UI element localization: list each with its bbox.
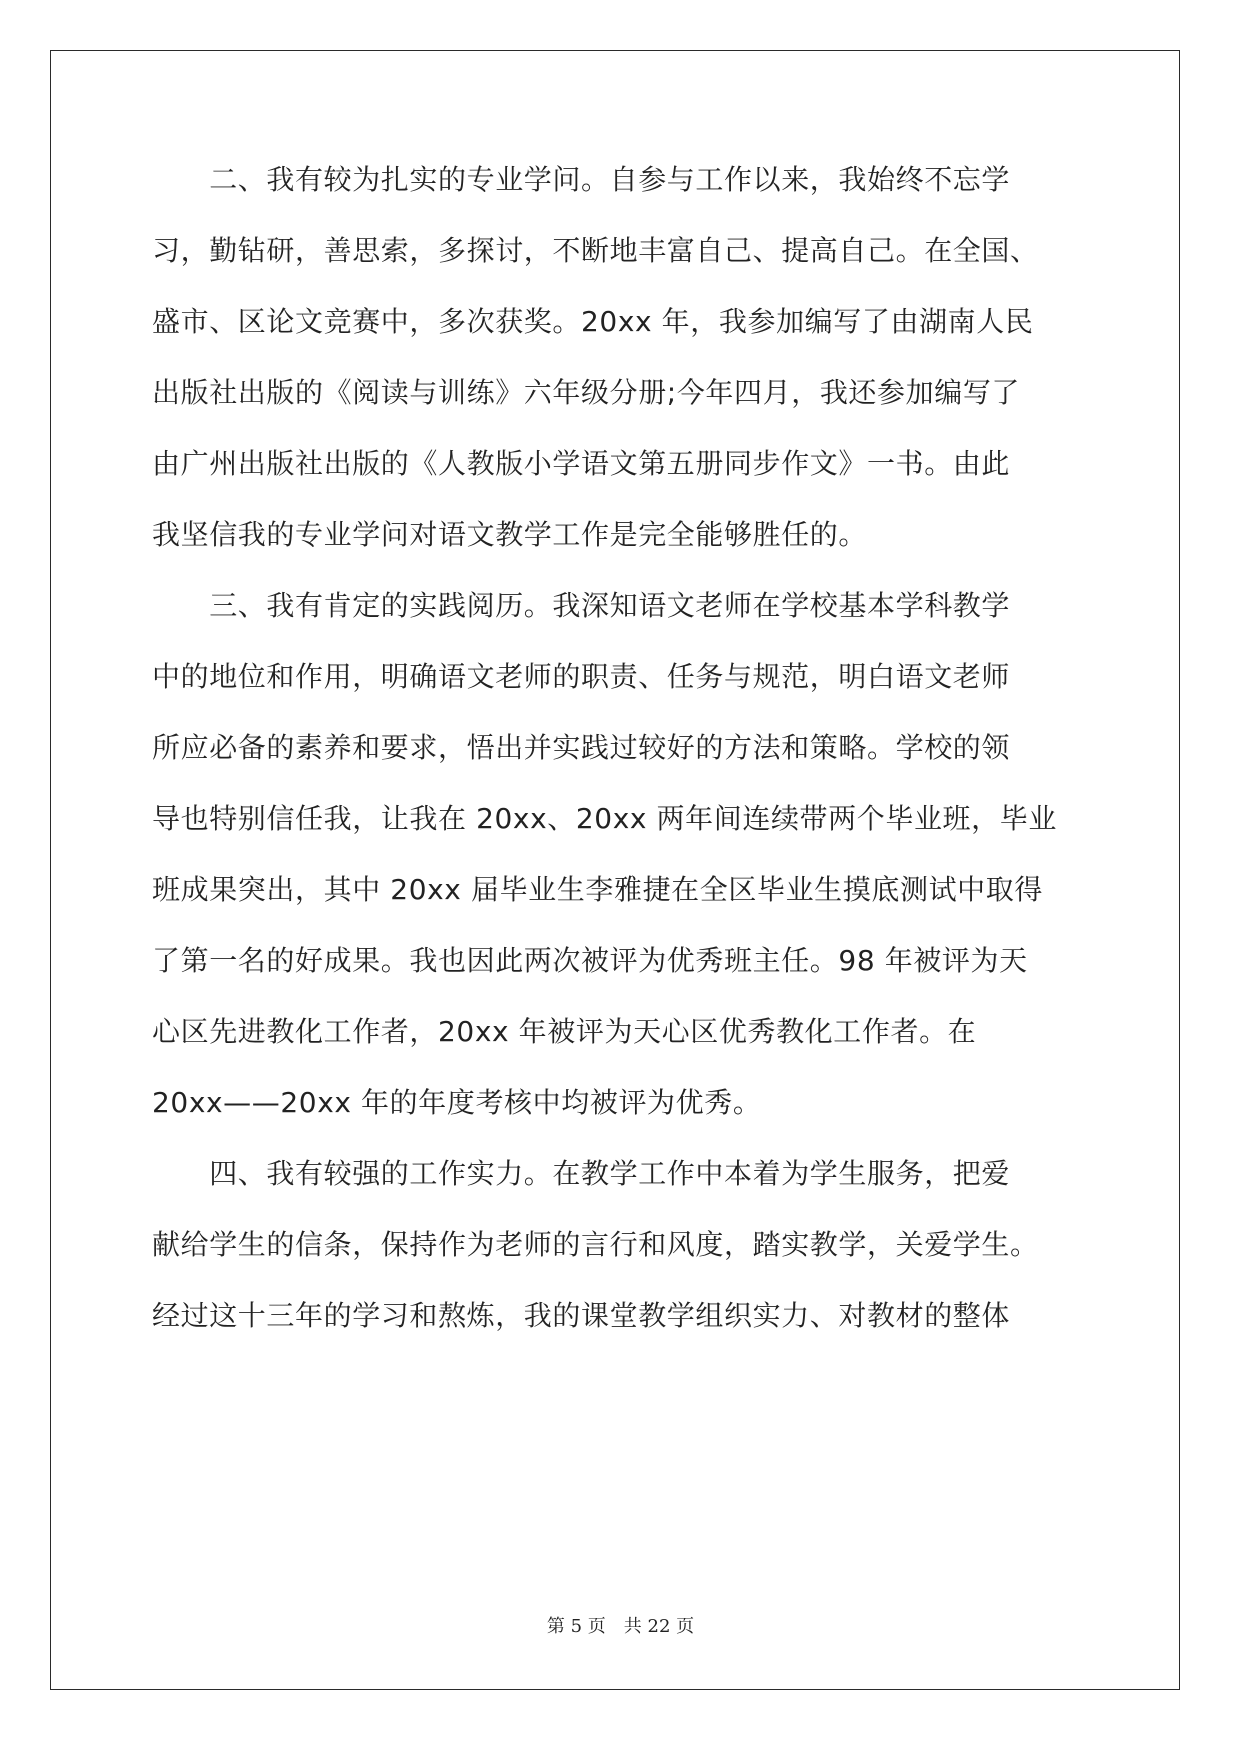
text-line: 盛市、区论文竞赛中，多次获奖。20xx 年，我参加编写了由湖南人民 bbox=[152, 305, 1034, 338]
text-line: 了第一名的好成果。我也因此两次被评为优秀班主任。98 年被评为天 bbox=[152, 944, 1028, 977]
text-line: 20xx——20xx 年的年度考核中均被评为优秀。 bbox=[152, 1086, 762, 1119]
text-line: 经过这十三年的学习和熬炼，我的课堂教学组织实力、对教材的整体 bbox=[152, 1299, 1011, 1332]
text-line: 三、我有肯定的实践阅历。我深知语文老师在学校基本学科教学 bbox=[152, 589, 1011, 622]
text-line: 四、我有较强的工作实力。在教学工作中本着为学生服务，把爱 bbox=[152, 1157, 1011, 1190]
text-line: 习，勤钻研，善思索，多探讨，不断地丰富自己、提高自己。在全国、 bbox=[152, 234, 1039, 267]
text-line: 导也特别信任我，让我在 20xx、20xx 两年间连续带两个毕业班，毕业 bbox=[152, 802, 1057, 835]
text-line: 由广州出版社出版的《人教版小学语文第五册同步作文》一书。由此 bbox=[152, 447, 1011, 480]
page-number-footer: 第 5 页 共 22 页 bbox=[546, 1616, 695, 1637]
text-line: 我坚信我的专业学问对语文教学工作是完全能够胜任的。 bbox=[152, 518, 868, 551]
text-line: 出版社出版的《阅读与训练》六年级分册;今年四月，我还参加编写了 bbox=[152, 376, 1021, 409]
text-line: 献给学生的信条，保持作为老师的言行和风度，踏实教学，关爱学生。 bbox=[152, 1228, 1039, 1261]
text-line: 中的地位和作用，明确语文老师的职责、任务与规范，明白语文老师 bbox=[152, 660, 1011, 693]
text-line: 心区先进教化工作者，20xx 年被评为天心区优秀教化工作者。在 bbox=[152, 1015, 977, 1048]
text-line: 二、我有较为扎实的专业学问。自参与工作以来，我始终不忘学 bbox=[152, 163, 1011, 196]
text-line: 班成果突出，其中 20xx 届毕业生李雅捷在全区毕业生摸底测试中取得 bbox=[152, 873, 1043, 906]
text-line: 所应必备的素养和要求，悟出并实践过较好的方法和策略。学校的领 bbox=[152, 731, 1011, 764]
